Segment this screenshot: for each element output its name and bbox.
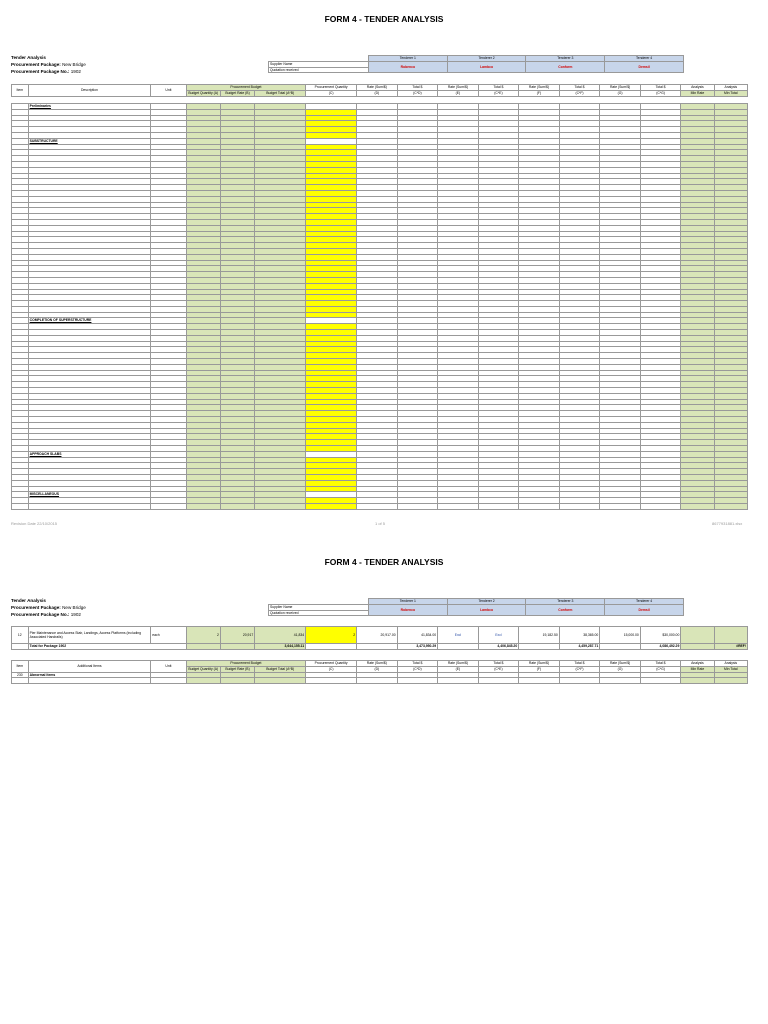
min-total: Min Total — [714, 90, 747, 96]
page1-footer-left: Revision Date 22/10/2015 — [11, 521, 58, 526]
row12-t3-total: 38,365.00 — [559, 627, 600, 644]
col-proc-qty-code: (C) — [306, 90, 357, 96]
rate-t4: Rate (Sum/$) — [600, 85, 641, 91]
p2-code-e: (E) — [438, 666, 479, 672]
page2-package-label: Procurement Package: — [11, 605, 61, 610]
total-budget: 3,644,155.11 — [255, 644, 306, 650]
p2-quotation-received: Quotation received — [269, 610, 369, 616]
total-t1: Total $ — [397, 85, 438, 91]
quotation-received-label: Quotation received — [269, 67, 369, 73]
p2-rate-t4: Rate (Sum/$) — [600, 661, 641, 667]
page1-footer-mid: 1 of 5 — [375, 521, 386, 526]
code-cg: (C*G) — [640, 90, 681, 96]
p2-code-f: (F) — [519, 666, 560, 672]
col-budget-total: Budget Total (A*B) — [255, 90, 306, 96]
section-heading: COMPLETION OF SUPERSTRUCTURE — [28, 318, 151, 324]
total-t3: Total $ — [559, 85, 600, 91]
p2-col-item: Item — [12, 661, 29, 673]
code-cf: (C*F) — [559, 90, 600, 96]
page2-items — [11, 626, 748, 650]
code-d: (D) — [357, 90, 398, 96]
page1-title: FORM 4 - TENDER ANALYSIS — [324, 14, 444, 24]
p2-supplier-1: Robenco — [368, 604, 447, 616]
row12-proc-qty: 2 — [306, 627, 357, 644]
tenderer-3-label: Tenderer 3 — [526, 56, 605, 62]
p2-budget-qty: Budget Quantity (A) — [186, 666, 220, 672]
total-t1: 3,473,950.29 — [397, 644, 438, 650]
page2-tender-header — [268, 598, 684, 616]
page2-package-value: New Bridge — [62, 605, 86, 610]
row12-total: 41,834 — [255, 627, 306, 644]
page1-tender-header — [268, 55, 684, 73]
p2-code-d: (D) — [357, 666, 398, 672]
tenderer-2-label: Tenderer 2 — [447, 56, 526, 62]
min-rate: Min Rate — [681, 90, 714, 96]
col-procurement-budget: Procurement Budget — [186, 85, 306, 91]
row12-t2-total: Excl — [478, 627, 519, 644]
supplier-3: Conform — [526, 61, 605, 73]
section-heading: Preliminaries — [28, 104, 151, 110]
p2-supplier-4: Demsil — [605, 604, 684, 616]
page2-header-info — [11, 597, 86, 618]
page1-package-no-label: Procurement Package No.: — [11, 69, 70, 74]
col-unit: Unit — [151, 85, 186, 97]
p2-total-t2: Total $ — [478, 661, 519, 667]
page2-package-no-label: Procurement Package No.: — [11, 612, 70, 617]
total-ref: #REF! — [714, 644, 747, 650]
p2-code-cd: (C*D) — [397, 666, 438, 672]
p2-min-rate: Min Rate — [681, 666, 714, 672]
p2-rate-t3: Rate (Sum/$) — [519, 661, 560, 667]
table-row — [12, 503, 748, 509]
supplier-2: Lambco — [447, 61, 526, 73]
row12-t1-total: 41,834.00 — [397, 627, 438, 644]
code-f: (F) — [519, 90, 560, 96]
analysis-2: Analysis — [714, 85, 747, 91]
col-item: Item — [12, 85, 29, 97]
rate-t1: Rate (Sum/$) — [357, 85, 398, 91]
rate-t3: Rate (Sum/$) — [519, 85, 560, 91]
p2-tenderer-4: Tenderer 4 — [605, 599, 684, 605]
row12-t1-rate: 20,917.00 — [357, 627, 398, 644]
p2-code-ce: (C*E) — [478, 666, 519, 672]
p2-proc-code: (C) — [306, 666, 357, 672]
row12-unit: each — [151, 627, 186, 644]
total-t4: 4,086,492.29 — [640, 644, 681, 650]
row12-item: 12 — [12, 627, 29, 644]
total-t2: Total $ — [478, 85, 519, 91]
page2-title: FORM 4 - TENDER ANALYSIS — [324, 557, 444, 567]
page1-body-grid — [11, 103, 748, 510]
page2-additional-header — [11, 660, 748, 684]
section-heading: APPROACH SLABS — [28, 451, 151, 457]
row12-t4-total: $30,000.00 — [640, 627, 681, 644]
page1-header-info — [11, 54, 86, 75]
section-heading: MISCELLANEOUS — [28, 492, 151, 498]
code-e: (E) — [438, 90, 479, 96]
page1-footer-right: 8677931881.xlsx — [712, 521, 743, 526]
total-t4: Total $ — [640, 85, 681, 91]
supplier-1: Robenco — [368, 61, 447, 73]
p2-rate-t2: Rate (Sum/$) — [438, 661, 479, 667]
p2-supplier-2: Lambco — [447, 604, 526, 616]
code-cd: (C*D) — [397, 90, 438, 96]
p2-budget-total: Budget Total (A*B) — [255, 666, 306, 672]
col-budget-rate: Budget Rate (B) — [220, 90, 254, 96]
page1-column-header — [11, 84, 748, 97]
p2-code-cf: (C*F) — [559, 666, 600, 672]
page1-package-label: Procurement Package: — [11, 62, 61, 67]
tenderer-4-label: Tenderer 4 — [605, 56, 684, 62]
p2-tenderer-2: Tenderer 2 — [447, 599, 526, 605]
page2-package-no-value: 1902 — [70, 612, 81, 617]
analysis-1: Analysis — [681, 85, 714, 91]
row230-item: 230 — [12, 672, 29, 678]
p2-budget-rate: Budget Rate (B) — [220, 666, 254, 672]
row12-description: Pier Maintenance and Access Stair, Landings, Access Platforms (including Associated Handrails) — [28, 627, 151, 644]
row12-qty: 2 — [186, 627, 220, 644]
page2-heading: Tender Analysis — [11, 598, 46, 603]
rate-t2: Rate (Sum/$) — [438, 85, 479, 91]
supplier-4: Demsil — [605, 61, 684, 73]
p2-tenderer-1: Tenderer 1 — [368, 599, 447, 605]
p2-total-t4: Total $ — [640, 661, 681, 667]
section-heading: SUBSTRUCTURE — [28, 138, 151, 144]
p2-col-unit: Unit — [151, 661, 186, 673]
p2-total-t3: Total $ — [559, 661, 600, 667]
p2-supplier-3: Conform — [526, 604, 605, 616]
p2-total-t1: Total $ — [397, 661, 438, 667]
col-budget-qty: Budget Quantity (A) — [186, 90, 220, 96]
code-ce: (C*E) — [478, 90, 519, 96]
p2-min-total: Min Total — [714, 666, 747, 672]
page1-package-value: New Bridge — [62, 62, 86, 67]
col-description: Description — [28, 85, 151, 97]
p2-tenderer-3: Tenderer 3 — [526, 599, 605, 605]
p2-col-budget: Procurement Budget — [186, 661, 306, 667]
p2-supplier-name-label: Supplier Name — [269, 604, 369, 610]
tenderer-1-label: Tenderer 1 — [368, 56, 447, 62]
row12-t2-rate: Excl — [438, 627, 479, 644]
page1-package-no-value: 1902 — [70, 69, 81, 74]
p2-code-cg: (C*G) — [640, 666, 681, 672]
total-t2: 4,406,845.20 — [478, 644, 519, 650]
total-label: Total for Package 1902 — [28, 644, 186, 650]
col-procurement-qty: Procurement Quantity — [306, 85, 357, 91]
p2-code-g: (G) — [600, 666, 641, 672]
row12-t4-rate: 15,000.00 — [600, 627, 641, 644]
page1-heading: Tender Analysis — [11, 55, 46, 60]
p2-analysis-2: Analysis — [714, 661, 747, 667]
p2-col-additional: Additional Items — [28, 661, 151, 673]
total-t3: 4,459,287.71 — [559, 644, 600, 650]
p2-col-proc-qty: Procurement Quantity — [306, 661, 357, 667]
p2-analysis-1: Analysis — [681, 661, 714, 667]
row230-desc: Abnormal items — [28, 672, 151, 678]
supplier-name-label: Supplier Name — [269, 61, 369, 67]
row12-rate: 20,917 — [220, 627, 254, 644]
row12-t3-rate: 19,182.50 — [519, 627, 560, 644]
code-g: (G) — [600, 90, 641, 96]
p2-rate-t1: Rate (Sum/$) — [357, 661, 398, 667]
